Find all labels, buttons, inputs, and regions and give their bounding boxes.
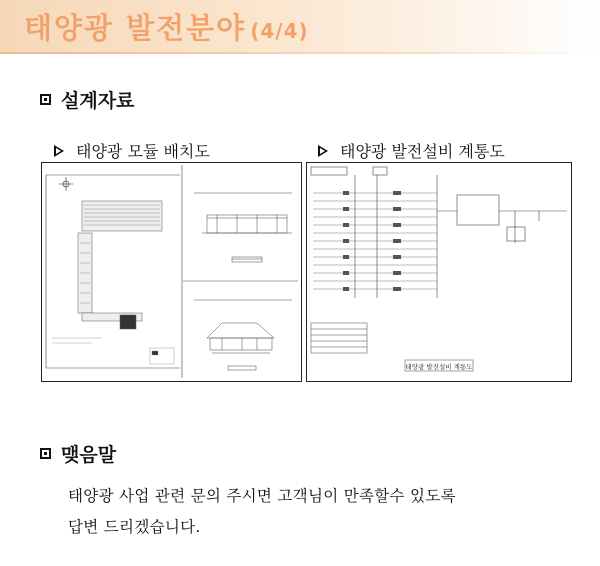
module-layout-drawing <box>41 162 302 382</box>
section-heading-closing <box>40 440 116 467</box>
square-bullet-icon <box>40 448 51 459</box>
section-title-closing: 맺음말 <box>61 444 117 466</box>
section-heading-design <box>40 86 134 113</box>
square-bullet-icon <box>40 94 51 105</box>
subheading-label: 태양광 모듈 배치도 <box>76 142 210 161</box>
closing-line-1: 태양광 사업 관련 문의 주시면 고객님이 만족할수 있도록 <box>68 487 456 505</box>
subheading-single-line <box>318 139 505 162</box>
drawing-caption: 태양광 발전설비 계통도 <box>405 363 473 371</box>
module-layout-svg <box>42 163 300 380</box>
single-line-diagram-drawing <box>306 162 572 382</box>
single-line-svg <box>307 163 570 380</box>
page-indicator: (4/4) <box>250 19 309 43</box>
section-title-design: 설계자료 <box>61 90 135 112</box>
closing-line-2: 답변 드리겠습니다. <box>68 518 201 536</box>
page-title-text: 태양광 발전분야 <box>24 11 247 45</box>
subheading-module-layout <box>54 139 210 162</box>
banner-divider <box>0 52 600 54</box>
triangle-bullet-icon <box>54 145 64 157</box>
north-arrow-icon <box>59 177 73 191</box>
triangle-bullet-icon <box>318 145 328 157</box>
page-title <box>24 6 309 47</box>
subheading-label: 태양광 발전설비 계통도 <box>340 142 505 161</box>
